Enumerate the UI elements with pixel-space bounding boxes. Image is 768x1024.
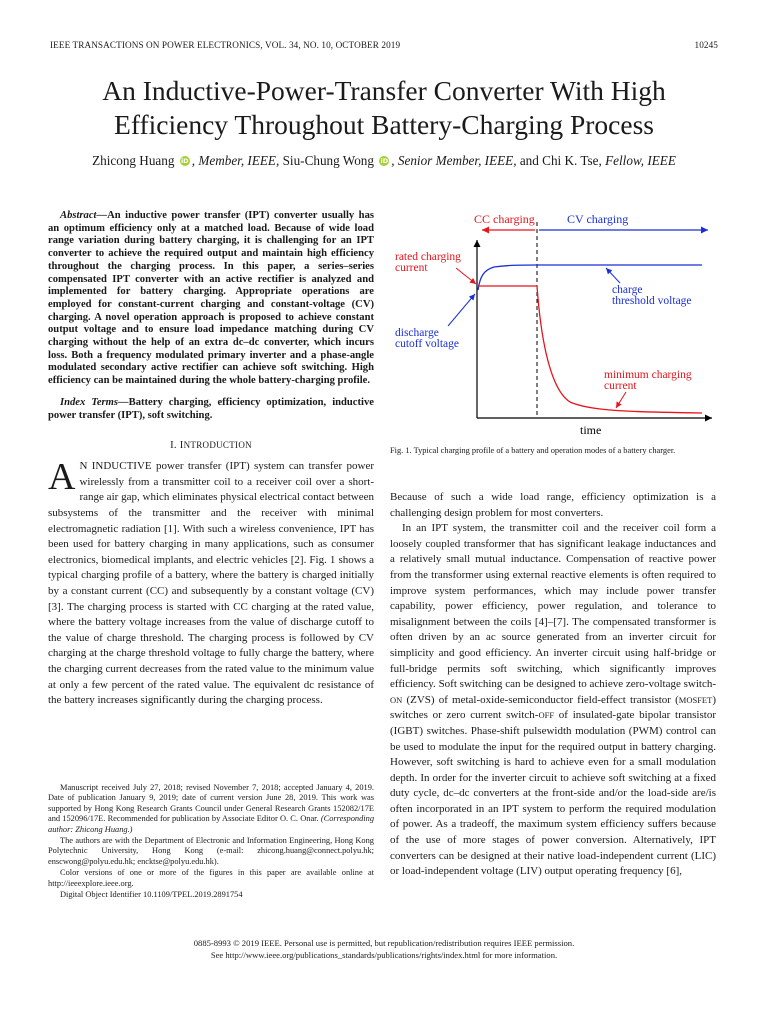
min-current-pointer — [616, 392, 626, 408]
paper-title — [30, 74, 738, 142]
rated-current-label-2: current — [395, 262, 428, 274]
charge-threshold-label-1: charge — [612, 284, 643, 296]
journal-name: IEEE TRANSACTIONS ON POWER ELECTRONICS, VOL. 34, NO. 10, OCTOBER 2019 — [50, 40, 401, 50]
index-terms — [48, 397, 374, 422]
author-1-role: , Member, IEEE, — [191, 153, 280, 168]
discharge-cutoff-pointer — [448, 294, 475, 326]
footnote-doi: Digital Object Identifier 10.1109/TPEL.2019.2891754 — [60, 890, 243, 900]
left-column — [48, 210, 374, 709]
p2-on: ON — [390, 694, 403, 705]
abstract-text: An inductive power transfer (IPT) converter usually has an optimum efficiency only at a matched load. Because of wide load range variation during battery charging, it is challenging for an IPT converter to achieve the required output and maintain high efficiency throughout the charging process. In this paper, a series–series compensated IPT converter with an active rectifier is analyzed and implemented for battery charging. Appropriate operations are employed for constant-current charging and constant-voltage (CV) charging. A novel operation approach is proposed to achieve constant output voltage and to ensure load impedance matching during CV charging without the help of an extra dc–dc converter, which incurs loss. Both a frequency modulated primary inverter and a phase-angle modulated secondary active rectifier can achieve soft switching. High efficiency can be maintained during the whole battery-charging profile. — [48, 210, 374, 387]
footnote-color-note: Color versions of one or more of the figures in this paper are available online at http://ieeexplore.ieee.org. — [48, 868, 374, 888]
rated-current-label-1: rated charging — [395, 251, 461, 263]
running-head — [50, 40, 718, 54]
section-number: I. — [170, 440, 177, 452]
p2-mosfet: MOSFET — [678, 694, 713, 705]
author-2-role: , Senior Member, IEEE, — [391, 153, 517, 168]
figure-caption: Fig. 1. Typical charging profile of a battery and operation modes of a battery charger. — [390, 446, 676, 455]
p2-off: OFF — [538, 710, 555, 721]
section-heading — [48, 440, 374, 451]
p2-text-c: ) switches or zero current switch- — [390, 693, 716, 722]
orcid-icon[interactable]: iD — [180, 157, 189, 165]
intro-lead: N INDUCTIVE — [79, 460, 152, 473]
p2-text-b: (ZVS) of metal-oxide-semiconductor field-effect transistor ( — [402, 693, 679, 706]
right-paragraph-2 — [390, 521, 716, 880]
title-line-1: An Inductive-Power-Transfer Converter With High — [102, 75, 666, 106]
rated-current-pointer — [456, 268, 476, 284]
copyright-line-1: 0885-8993 © 2019 IEEE. Personal use is permitted, but republication/redistribution requires IEEE permission. — [193, 938, 575, 948]
drop-cap: A — [48, 456, 76, 499]
copyright-line-2[interactable]: See http://www.ieee.org/publications_standards/publications/rights/index.html for more information. — [210, 949, 558, 960]
footnote — [48, 783, 374, 901]
footnote-manuscript — [48, 783, 374, 835]
section-first-letter: I — [179, 440, 184, 452]
intro-paragraph — [48, 456, 374, 709]
discharge-cutoff-label-2: cutoff voltage — [395, 338, 459, 350]
index-terms-label: Index Terms— — [60, 396, 129, 408]
section-title-rest: NTRODUCTION — [183, 440, 252, 451]
author-3-name: and Chi K. Tse, — [519, 153, 602, 168]
time-axis-label: time — [580, 423, 602, 437]
page-number: 10245 — [694, 40, 718, 50]
footnote-manuscript-text: Manuscript received July 27, 2018; revised November 7, 2018; accepted January 4, 2019. Date of publication January 9, 2019; date of current version June 28, 2019. This work was supported by Hong Kong Research Grants Council under General Research Grants 152082/17E and 152096/17E. Recommended for publication by Associate Editor O. C. Onar. — [48, 783, 374, 824]
abstract-label: Abstract— — [60, 210, 108, 221]
copyright-notice — [40, 938, 728, 961]
author-list — [30, 152, 738, 169]
index-terms-text: Battery charging, efficiency optimization, inductive power transfer (IPT), soft switching. — [48, 396, 374, 421]
cv-charging-label: CV charging — [567, 212, 629, 226]
min-current-label-2: current — [604, 380, 637, 392]
charging-profile-figure — [390, 208, 720, 444]
right-paragraph-1: Because of such a wide load range, efficiency optimization is a challenging design problem for most converters. — [390, 491, 716, 519]
orcid-icon[interactable]: iD — [380, 157, 389, 165]
footnote-affiliation: The authors are with the Department of Electronic and Information Engineering, Hong Kong Polytechnic University, Hong Kong (e-mail: zhicong.huang@connect.polyu.hk; enscwong@polyu.edu.hk; encktse@polyu.edu.hk). — [48, 836, 374, 866]
p2-text-d: of insulated-gate bipolar transistor (IGBT) switches. Phase-shift pulsewidth modulation (PWM) control can be used to modulate the input for the required output in battery charging. However, soft switching is hard to achieve even for a small modulation depth. In order for the inverter circuit to achieve soft switching at a fixed duty cycle, dc–dc converters at the front-side and/or the load-side are/is often incorporated in an IPT system to perform the required modulation of power. As a tradeoff, the maximum system efficiency suffers because of the use of more stages of power conversion. Alternatively, IPT converters can be designed at their native load-independent current (LIC) or load-independent voltage (LIV) output operating frequency [6], — [390, 709, 716, 878]
abstract — [48, 210, 374, 388]
discharge-cutoff-label-1: discharge — [395, 327, 439, 339]
cc-charging-label: CC charging — [474, 212, 535, 226]
author-1-name: Zhicong Huang — [92, 153, 175, 168]
intro-text: power transfer (IPT) system can transfer power wirelessly from a transmitter coil to a receiver coil over a short-range air gap, which eliminates physical electrical contact between subsystems of the transmitter and the receiver with minimal electromagnetic radiation [1]. With such a wireless convenience, IPT has been used for battery charging in many applications, such as consumer electronics, biomedical implants, and electric vehicles [2]. Fig. 1 shows a typical charging profile of a battery, where the battery is charged initially by a constant current (CC) and subsequently by a constant voltage (CV) [3]. The charging process is started with CC charging at the rated value, where the battery voltage increases from the value of discharge cutoff to the value of charge threshold. The charging process is followed by CV charging at the charge threshold voltage to fully charge the battery, where the charging current decreases from the rated value to the minimum value at only a few percent of the rated value. The equivalent dc resistance of the battery increases significantly during the charging process. — [48, 460, 374, 707]
corresponding-author: (Corresponding author: Zhicong Huang.) — [48, 814, 375, 834]
title-line-2: Efficiency Throughout Battery-Charging Process — [114, 109, 654, 140]
p2-text-a: In an IPT system, the transmitter coil and the receiver coil form a loosely coupled transformer that has significant leakage inductances and a relatively small mutual inductance. Compensation of reactive power from the transformer using external reactive elements is often required to improve system performances, which may include power transfer capability, power efficiency, power regulation, and tolerance to misalignment between the coils [4]–[7]. The compensated transformer is often driven by an ac source generated from an inverter circuit for simplicity and good efficiency. An inverter circuit using half-bridge or full-bridge permits soft switching, which significantly improves efficiency. Soft switching can be designed to achieve zero-voltage switch- — [390, 522, 716, 691]
author-3-role: Fellow, IEEE — [605, 153, 676, 168]
charge-threshold-label-2: threshold voltage — [612, 295, 692, 307]
author-2-name: Siu-Chung Wong — [282, 153, 374, 168]
right-column — [390, 490, 716, 880]
charge-threshold-pointer — [606, 268, 620, 283]
min-current-label-1: minimum charging — [604, 369, 692, 381]
